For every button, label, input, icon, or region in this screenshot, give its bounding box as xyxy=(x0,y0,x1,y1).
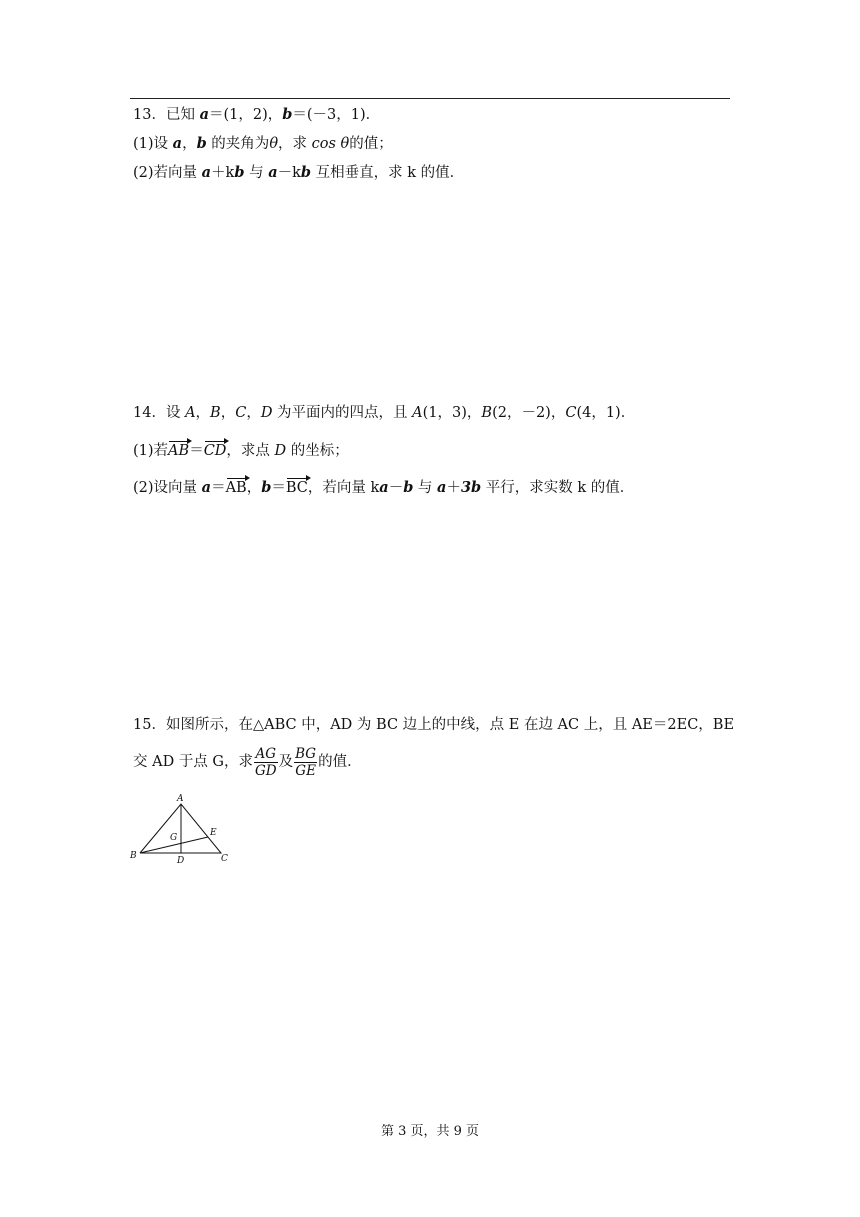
vector-CD: CD xyxy=(204,440,227,462)
label-A: A xyxy=(177,794,184,804)
q13-stem: 13．已知 a＝(1，2)，b＝(－3，1)． xyxy=(133,106,381,123)
q13-part1: (1)设 a，b 的夹角为θ，求 cos θ的值； xyxy=(133,135,393,152)
q14-stem: 14．设 A，B，C，D 为平面内的四点，且 A(1，3)，B(2，－2)，C(4，1)． xyxy=(133,405,636,421)
q14-part1: (1)若AB＝CD，求点 D 的坐标； xyxy=(133,440,349,462)
page-footer: 第 3 页，共 9 页 xyxy=(380,1124,480,1139)
q14-part2: (2)设向量 a＝AB，b＝BC，若向量 ka－b 与 a＋3b 平行，求实数 k 的值． xyxy=(133,477,634,499)
label-G: G xyxy=(170,833,178,843)
header-rule xyxy=(130,98,730,99)
q15-question: 交 AD 于点 G，求 $\frac{AG}{GD}$ 及 $\frac{BG}{GE}$ 的值． xyxy=(133,745,362,779)
label-C: C xyxy=(221,854,228,864)
q13-part2: (2)若向量 a＋kb 与 a－kb 互相垂直，求 k 的值． xyxy=(133,164,465,181)
fraction-BG-GE: $\frac{BG}{GE}$ xyxy=(295,745,317,779)
label-E: E xyxy=(210,828,217,838)
label-B: B xyxy=(130,851,137,861)
triangle-figure xyxy=(127,790,239,870)
vector-AB: AB xyxy=(226,477,247,499)
q15-stem: 15．如图所示，在△ABC 中，AD 为 BC 边上的中线，点 E 在边 AC 上，且 AE＝2EC，BE xyxy=(133,717,735,733)
label-D: D xyxy=(177,856,185,866)
vector-AB: AB xyxy=(168,440,189,462)
vector-BC: BC xyxy=(286,477,308,499)
fraction-AG-GD: $\frac{AG}{GD}$ xyxy=(255,745,277,779)
